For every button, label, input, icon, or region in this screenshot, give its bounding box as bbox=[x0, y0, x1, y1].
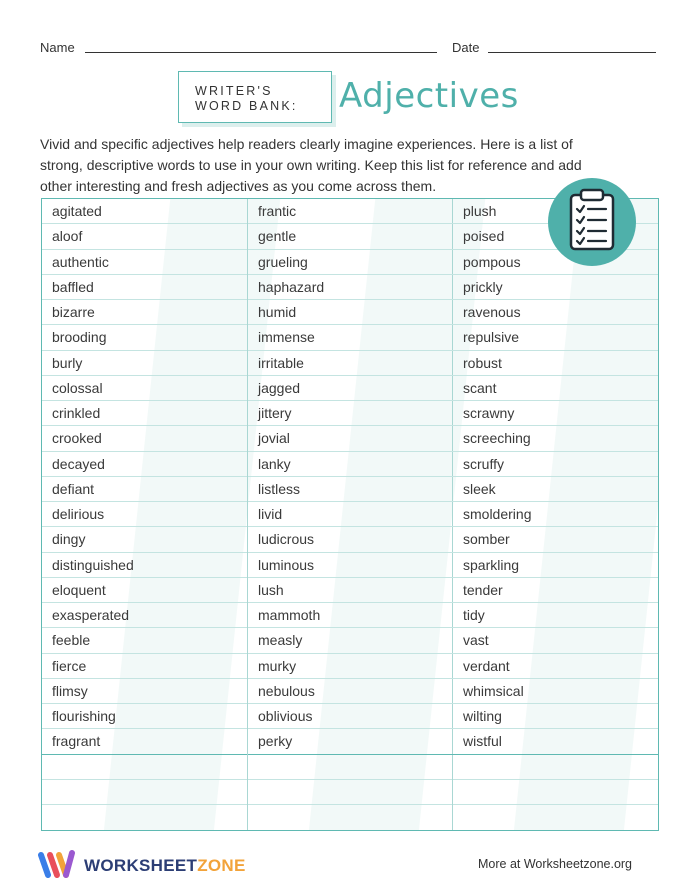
page-title: Adjectives bbox=[339, 76, 519, 116]
word-cell: fragrant bbox=[42, 729, 247, 754]
footer-site-link[interactable]: More at Worksheetzone.org bbox=[478, 857, 633, 871]
word-cell: wilting bbox=[453, 704, 659, 729]
word-cell: screeching bbox=[453, 426, 659, 451]
word-cell: ravenous bbox=[453, 300, 659, 325]
footer-brand bbox=[84, 856, 246, 876]
word-cell: sparkling bbox=[453, 553, 659, 578]
word-cell: authentic bbox=[42, 250, 247, 275]
title-box-line1: WRITER'S bbox=[195, 84, 273, 98]
word-cell: distinguished bbox=[42, 553, 247, 578]
word-cell: prickly bbox=[453, 275, 659, 300]
name-label: Name bbox=[40, 40, 75, 55]
word-cell: whimsical bbox=[453, 679, 659, 704]
word-cell: exasperated bbox=[42, 603, 247, 628]
word-cell: colossal bbox=[42, 376, 247, 401]
title-box bbox=[178, 71, 332, 123]
worksheetzone-w-logo-icon bbox=[38, 850, 78, 880]
name-date-row bbox=[40, 38, 656, 58]
word-bank-table bbox=[41, 198, 659, 831]
word-cell: measly bbox=[248, 628, 453, 653]
word-cell: bizarre bbox=[42, 300, 247, 325]
word-cell: flimsy bbox=[42, 679, 247, 704]
word-cell: oblivious bbox=[248, 704, 453, 729]
blank-word-cell[interactable] bbox=[248, 805, 453, 830]
word-cell: crinkled bbox=[42, 401, 247, 426]
intro-paragraph: Vivid and specific adjectives help readers clearly imagine experiences. Here is a list of strong, descriptive words to use in your own writing. Keep this list for reference and add other interesting and fresh adjectives as you come across them. bbox=[40, 136, 582, 194]
date-field-line[interactable] bbox=[488, 52, 656, 53]
clipboard-badge bbox=[548, 178, 636, 266]
word-cell: nebulous bbox=[248, 679, 453, 704]
word-cell: murky bbox=[248, 654, 453, 679]
word-cell: jagged bbox=[248, 376, 453, 401]
blank-word-cell[interactable] bbox=[248, 755, 453, 780]
word-column-1 bbox=[42, 199, 247, 830]
word-cell: listless bbox=[248, 477, 453, 502]
word-cell: grueling bbox=[248, 250, 453, 275]
footer-brand-part1: WORKSHEET bbox=[84, 856, 198, 875]
word-cell: sleek bbox=[453, 477, 659, 502]
word-cell: eloquent bbox=[42, 578, 247, 603]
word-cell: irritable bbox=[248, 351, 453, 376]
blank-word-cell[interactable] bbox=[453, 780, 659, 805]
word-cell: scruffy bbox=[453, 452, 659, 477]
word-cell: jittery bbox=[248, 401, 453, 426]
blank-word-cell[interactable] bbox=[453, 805, 659, 830]
word-cell: dingy bbox=[42, 527, 247, 552]
word-cell: aloof bbox=[42, 224, 247, 249]
word-cell: fierce bbox=[42, 654, 247, 679]
word-cell: delirious bbox=[42, 502, 247, 527]
word-cell: smoldering bbox=[453, 502, 659, 527]
word-cell: robust bbox=[453, 351, 659, 376]
word-cell: agitated bbox=[42, 199, 247, 224]
word-cell: scrawny bbox=[453, 401, 659, 426]
blank-word-cell[interactable] bbox=[248, 780, 453, 805]
name-field-line[interactable] bbox=[85, 52, 437, 53]
word-cell: livid bbox=[248, 502, 453, 527]
word-cell: pompous bbox=[453, 250, 659, 275]
word-cell: gentle bbox=[248, 224, 453, 249]
blank-word-cell[interactable] bbox=[42, 780, 247, 805]
title-box-line2: WORD BANK: bbox=[195, 99, 298, 113]
word-cell: flourishing bbox=[42, 704, 247, 729]
word-cell: luminous bbox=[248, 553, 453, 578]
blank-word-cell[interactable] bbox=[42, 805, 247, 830]
word-cell: ludicrous bbox=[248, 527, 453, 552]
date-label: Date bbox=[452, 40, 480, 55]
word-cell: plush bbox=[453, 199, 659, 224]
word-cell: immense bbox=[248, 325, 453, 350]
word-cell: repulsive bbox=[453, 325, 659, 350]
worksheetzone-logo[interactable] bbox=[38, 850, 258, 880]
word-cell: vast bbox=[453, 628, 659, 653]
footer-brand-part2: ZONE bbox=[197, 856, 246, 875]
word-cell: frantic bbox=[248, 199, 453, 224]
blank-word-cell[interactable] bbox=[42, 755, 247, 780]
word-cell: humid bbox=[248, 300, 453, 325]
word-cell: lanky bbox=[248, 452, 453, 477]
clipboard-checklist-icon bbox=[548, 178, 636, 266]
word-cell: crooked bbox=[42, 426, 247, 451]
word-cell: tidy bbox=[453, 603, 659, 628]
word-cell: tender bbox=[453, 578, 659, 603]
word-cell: burly bbox=[42, 351, 247, 376]
word-cell: verdant bbox=[453, 654, 659, 679]
word-cell: scant bbox=[453, 376, 659, 401]
word-cell: defiant bbox=[42, 477, 247, 502]
word-cell: decayed bbox=[42, 452, 247, 477]
word-cell: haphazard bbox=[248, 275, 453, 300]
word-cell: mammoth bbox=[248, 603, 453, 628]
word-cell: lush bbox=[248, 578, 453, 603]
blank-word-cell[interactable] bbox=[453, 755, 659, 780]
word-cell: jovial bbox=[248, 426, 453, 451]
word-cell: poised bbox=[453, 224, 659, 249]
word-cell: feeble bbox=[42, 628, 247, 653]
word-cell: somber bbox=[453, 527, 659, 552]
word-column-2 bbox=[247, 199, 453, 830]
word-cell: brooding bbox=[42, 325, 247, 350]
word-cell: perky bbox=[248, 729, 453, 754]
word-cell: baffled bbox=[42, 275, 247, 300]
word-cell: wistful bbox=[453, 729, 659, 754]
word-column-3 bbox=[452, 199, 659, 830]
